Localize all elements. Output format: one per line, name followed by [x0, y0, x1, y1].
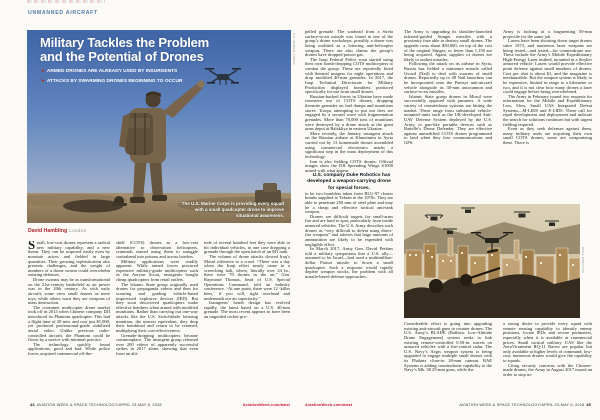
- body-paragraph: Citing security concerns with the Chinese-made drones, the Army in August 2017 issued an order to stop us-: [503, 362, 592, 377]
- body-paragraph: pelled grenade. The warhead from a Strela surface-to-air missile was found in one of the group’s drone workshops; possibly a drone was being outfitted as a loitering anti-helicopter weapon. There are also claims the group’s drones have dropped poison gas.: [305, 30, 393, 58]
- magazine-name: AVIATION WEEK & SPACE TECHNOLOGY/APRIL 23-MAY 6, 2018: [36, 402, 162, 407]
- body-paragraph: Russian-backed forces in Ukraine have made extensive use of COTS drones, dropping thermite grenades on fuel dumps and munitions stores. Troops attempting to put out fires are engaged by a second wave with fragmentation grenades. More than 70,000 tons of munitions were destroyed by a drone attack at the giant arms depot at Balakliya in eastern Ukraine.: [305, 93, 393, 132]
- arrow-bullet-icon: ➤: [41, 68, 45, 73]
- body-paragraph: Drone swarms may be as transformational on the 21st-century battlefield as air power was in the 20th century. As with early aircraft, some view small drones as mere toys, while others warn they are weapons of mass destruction.: [28, 277, 110, 306]
- body-paragraph: Considerable effort is going into upgrading existing anti-aircraft guns to counter drones. The U.S. Army’s BLADE (Ballistic Low-Altitude Drone Engagement) system seeks to link existing remote-controlled 0.50-in. turrets on armored vehicles with a fire-control radar. The U.S. Navy’s Aegis weapon system is being upgraded to engage multiple small drones with its Phalanx close-in 20-mm cannon. BAE Systems is adding counterdrone capability to the Navy’s Mk. 38 25-mm guns, while the: [404, 322, 492, 373]
- body-column-right-3-top: [503, 30, 592, 201]
- body-paragraph: The Army is upgrading its shoulder-launched infrared-guided Stinger missiles with a proximity fuze able to destroy small drones. The upgrade costs about $50,000, on top of the cost of the original Stinger, so fewer than 1,150 are being acquired. Again, supplies of drones are likely to outlast missiles.: [404, 30, 492, 62]
- body-paragraph: The technology quickly found applications, good and bad. While police forces acquired commercial off-the-: [28, 341, 110, 356]
- footer-left-text: [28, 402, 162, 407]
- body-paragraph: Islamic State group drones in Mosul were successfully opposed with jammers. A wide variety of counterdrone systems are hitting the market. These range from substantial vehicle-mounted units such as the UK-developed Anti-UAV Defense System deployed by the U.S. Army, to gun-like portable devices such as Battelle’s Drone Defender. They are effective against unmodified COTS drones programmed to land when they lose communications and GPS.: [404, 93, 492, 145]
- body-paragraph: Insurgents’ bomb design has evolved rapidly, the latest based on a U.S. 40-mm grenade. The most recent appears to have been an unguided rocket-pro-: [204, 300, 290, 319]
- page-edge-print-artifact: [27, 0, 105, 3]
- drop-cap: S: [28, 241, 36, 252]
- body-column-left-2: [116, 241, 198, 398]
- author-location: London: [69, 228, 87, 233]
- body-paragraph: Drones are difficult targets for small-arms fire and are hard to spot, particularly from inside armored vehicles. The U.S. Army describes such drones as “very difficult to defeat using direct-fire weapons” and advises that large amounts of ammunition are likely to be expended with negligible effect.: [305, 213, 393, 247]
- body-column-right-3-bottom: [503, 322, 592, 395]
- page-number-right: 45: [586, 402, 591, 407]
- body-paragraph: Iran is also fielding COTS drones: Official images show the DJI Spreading Wings S1000 armed with what appear: [305, 158, 393, 173]
- body-paragraph: tude of several hundred feet they were able to hit individual vehicles, in one case dropping a grenade through the open hatch of an M1 tank.: [204, 241, 290, 255]
- arrow-bullet-icon: ➤: [41, 78, 45, 83]
- pull-quote: U.S. company Duke Robotics has developed a weapon-carrying drone for special forces.: [307, 173, 391, 191]
- body-paragraph: Small, low-cost drones represent a radical new military capability, and a new threat. They can be acquired easily even by nonstate actors and fielded in large quantities. Their growing sophistication also presents challenges, and the weight of numbers of a drone swarm could overwhelm existing defenses.: [28, 241, 110, 278]
- magazine-name: AVIATION WEEK & SPACE TECHNOLOGY/APRIL 23-MAY 6, 2018: [459, 402, 585, 407]
- body-paragraph: The Iraqi Federal Police soon started using their own bomb-dropping COTS multicopters to combat the group. These are reportedly fitted with thermal imagers for night operations and drop modified 40-mm grenades. In 2017, the Iraqi Technical Directorate for Military Production displayed bomblets produced specifically for use from small drones.: [305, 56, 393, 95]
- body-column-right-2-top: [404, 30, 492, 201]
- deck-bullet-text: ATTACKS BY SWARMING DRONES BEGINNING TO OCCUR: [46, 79, 183, 84]
- magazine-url: AviationWeek.com/awst: [242, 402, 290, 407]
- author-name: David Hambling: [28, 228, 68, 234]
- byline: [28, 228, 87, 234]
- headline-line-2: and the Potential of Drones: [40, 48, 204, 64]
- magazine-url: AviationWeek.com/awst: [305, 402, 353, 407]
- main-photo: [27, 30, 291, 223]
- body-paragraph: Grenade-dropping multicopters became commonplace. The insurgent group released over 200 videos of apparently successful strikes in 2017 alone, showing that even from an alti-: [116, 332, 198, 356]
- armed-drone-city-illustration: [404, 204, 580, 318]
- body-paragraph: The volume of drone attacks slowed Iraq’s Mosul offensive to a crawl. “There was a day when the Iraqi effort nearly came to a screeching halt, where, literally over 24 hr., there were 70 drones in the air,” Gen. Raymond Thomas, head of U.S. Special Operations Command, told an industry conference. “At one point, there were 12 ‘killer bees,’ if you will, right overhead and underneath our air superiority.”: [204, 253, 290, 301]
- armed-drone-city-photo: [404, 204, 580, 318]
- body-column-right-1: [305, 30, 393, 393]
- body-paragraph: Following the attack on its airbase in Syria, Russia has fielded a miniature missile called Gvozd (Nail) to deal with swarms of small drones. Reportedly up to 48 Nail launchers can be incorporated onto the Pantsyr anti-aircraft vehicle alongside its 30-mm autocannon and surface-to-air missiles.: [404, 61, 492, 95]
- body-column-right-2-bottom: [404, 322, 492, 395]
- body-paragraph: shelf (COTS) drones as a low-cost alternative to observation helicopters, criminals started using them to smuggle contraband into prisons and across borders.: [116, 241, 198, 259]
- deck-bullet: [41, 76, 182, 86]
- footer-right-text: [459, 402, 593, 407]
- article-headline: [40, 36, 209, 63]
- page-number-left: 44: [30, 402, 35, 407]
- body-paragraph: More recently, the January insurgent attack on the Russian airbase at Khmeimim in Syria carried out by 13 homemade drones assembled using commercial electronics marks a significant step in the mass deployment of this technology.: [305, 130, 393, 159]
- body-paragraph: The Army in February issued two requests for information for the Mobile and Expeditionary Low, Slow, Small UAS Integrated Defeat Systems—M-LIDS and E-LIDS. These call for rapid development and deployment and indicate the search for solutions continues but with urgent fielding required.: [503, 93, 592, 127]
- body-paragraph: In March 2017, Army Gen. David Perkins told a military symposium that a U.S. ally—assumed to be Israel—had used a multimillion-dollar Patriot missile to down a small quadcopter. Such a response would rapidly deplete weapon stocks, the problem with all missile-based defense approaches.: [305, 246, 393, 279]
- main-photo-credit: U.S. MARINE CORPS: [292, 33, 295, 65]
- body-column-left-1: [28, 241, 110, 398]
- footer-right-page: [305, 402, 593, 407]
- main-photo-caption: The U.S. Marine Corps is providing every squad with a small quadcopter drone to improve situational awareness.: [181, 201, 284, 219]
- body-paragraph: to be two bomblets taken from BLU-97 cluster bombs supplied to Tehran in the 1970s. They are able to penetrate 250 mm of steel plate and may be a cheap and effective tactical anti-tank weapon.: [305, 190, 393, 215]
- deck-bullets: [41, 66, 182, 86]
- secondary-photo-credit: DUKE ROBOTICS: [581, 247, 584, 274]
- body-paragraph: The Islamic State group originally used drones for propaganda videos and then for scouting and guiding vehicle-based improvised explosive devices (IED). But they soon discovered quadcopters make effective bombers when armed with modified munitions. Rather than carrying out one-way attacks like the U.S. Switchblade loitering munition, the nearest equivalent, they drop their bombload and return to be rearmed, multiplying their cost-effectiveness.: [116, 281, 198, 333]
- body-paragraph: a strong desire to provide every squad with remote sensing capability to identify enemy positions, locate IEDs and secure perimeters, especially when it is available at commercial prices. Small tactical military UAS like the AeroVironment RQ-11 Raven are popular but only available at higher levels of command; low-cost, numerous drones would give the capability to squads.: [503, 322, 592, 363]
- deck-bullet-text: ARMED DRONES ARE ALREADY USED BY INSURGENTS: [46, 69, 178, 74]
- deck-bullet: [41, 66, 182, 76]
- body-paragraph: Lasers have been shooting down target drones since 1973, and numerous laser weapons are being tested—and tested—for counterdrone use. These include the Army’s Mobile Expeditionary High-Energy Laser testbed, mounted in a Stryker armored vehicle. Lasers would provide effective point defense against small numbers of drones. Cost per shot is about $1, and the magazine is inexhaustible. But the weapon system is likely to be expensive, limited in range to a kilometer or two, and it is not clear how many drones a laser could engage before being overwhelmed.: [503, 38, 592, 95]
- headline-line-1: Military Tackles the Problem: [40, 35, 209, 50]
- body-paragraph: Army is looking at a fragmenting 50-mm projectile for the same job.: [503, 30, 592, 39]
- body-paragraph: Military applications were readily apparent. While armed forces procured expensive military-grade multicopters such as the Aeryon Scout, insurgents bought cheap quadcopters from retail outlets.: [116, 258, 198, 282]
- section-kicker: UNMANNED AIRCRAFT: [28, 10, 98, 16]
- body-column-left-3: [204, 241, 290, 398]
- body-paragraph: The consumer multicopter drone market took off in 2013 when Chinese company DJI introduced its Phantom quadcopter. This had a flight time of 20 min. and cost just $1,000, yet produced professional-grade stabilized aerial video. Unlike previous radio-controlled aircraft, the Phantom could be flown by a novice with minimal practice.: [28, 304, 110, 343]
- footer-left-page: [28, 402, 290, 407]
- body-paragraph: Even as they seek defenses against them, many military units are acquiring their own small COTS drones; some are weaponizing these. There is: [503, 126, 592, 145]
